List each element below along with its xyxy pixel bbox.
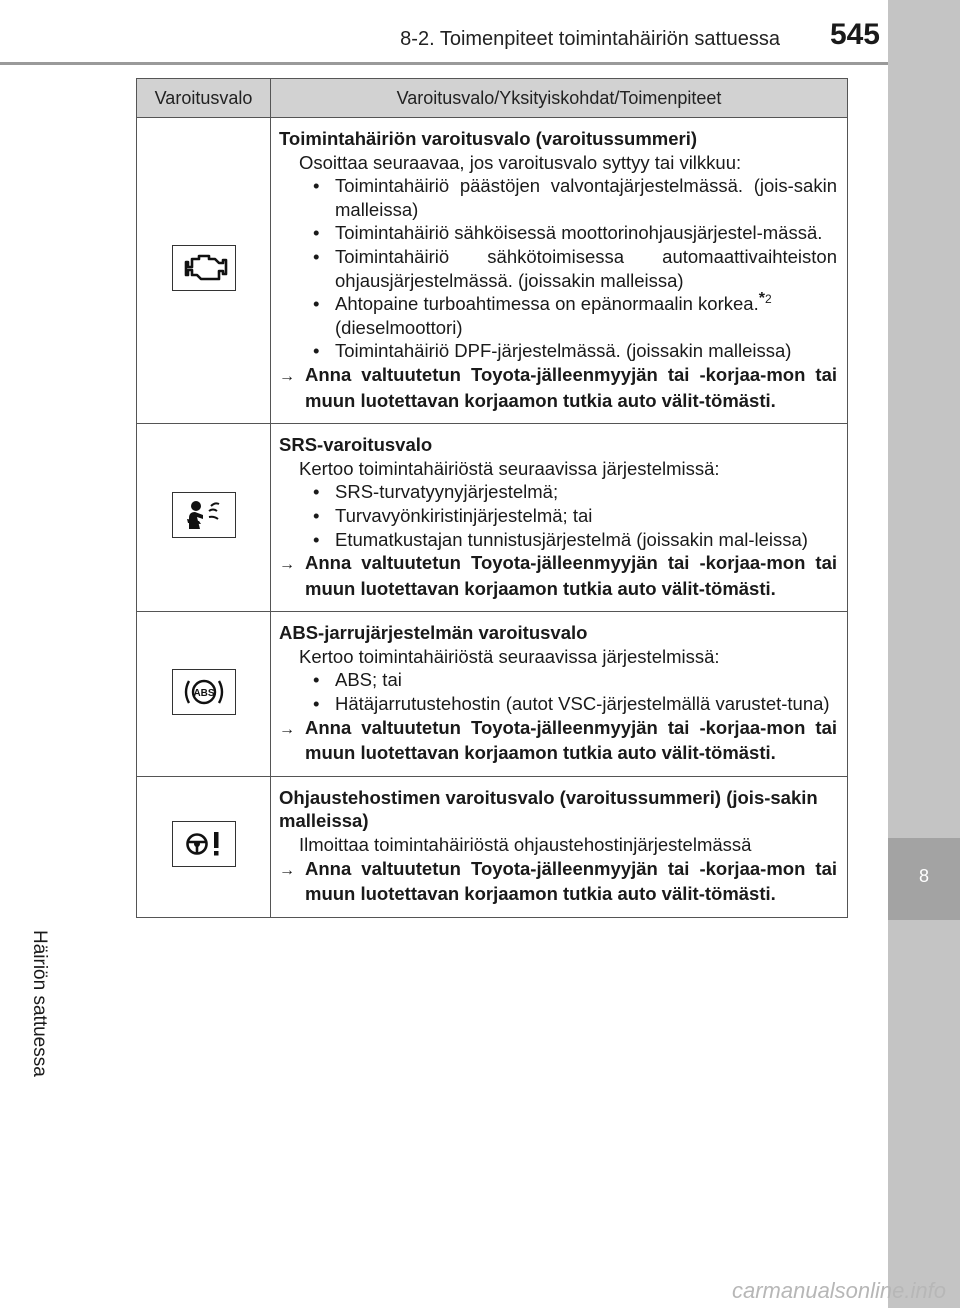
icon-cell — [137, 118, 271, 424]
table-header-row — [137, 79, 848, 118]
table-row — [137, 612, 848, 777]
watermark: carmanualsonline.info — [731, 1278, 946, 1303]
chapter-number: 8 — [918, 866, 929, 886]
arrow-icon: → — [279, 367, 295, 385]
table-row — [137, 118, 848, 424]
list-item: • SRS-turvatyynyjärjestelmä; — [313, 481, 559, 503]
list-item: • Toimintahäiriö sähköisessä moottorinohjausjärjestel-mässä. — [313, 222, 823, 244]
action-instruction: → Anna valtuutetun Toyota-jälleenmyyjän tai -korjaa-mon tai muun luotettavan korjaamon tutkia auto välit-tömästi. — [279, 857, 837, 905]
page-header — [0, 0, 888, 65]
warning-description: Kertoo toimintahäiriöstä seuraavissa järjestelmissä: — [299, 457, 720, 479]
details-cell — [271, 612, 848, 777]
arrow-icon: → — [279, 861, 295, 879]
warning-title: Ohjaustehostimen varoitusvalo (varoitussummeri) (jois-sakin malleissa) — [279, 786, 818, 832]
page-number: 545 — [829, 18, 880, 51]
icon-cell — [137, 776, 271, 917]
column-header-details: Varoitusvalo/Yksityiskohdat/Toimenpiteet — [271, 79, 848, 118]
engine-check-icon — [172, 245, 236, 291]
chapter-number-box — [888, 838, 960, 920]
table-row — [137, 776, 848, 917]
warning-description: Kertoo toimintahäiriöstä seuraavissa järjestelmissä: — [299, 645, 720, 667]
list-item: • Toimintahäiriö päästöjen valvontajärjestelmässä. (jois-sakin malleissa) — [313, 175, 837, 220]
table-row — [137, 424, 848, 612]
srs-airbag-icon — [172, 492, 236, 538]
list-item: • Toimintahäiriö sähkötoimisessa automaattivaihteiston ohjausjärjestelmässä. (joissakin malleissa) — [313, 245, 837, 291]
power-steering-warning-icon — [172, 821, 236, 867]
action-instruction: → Anna valtuutetun Toyota-jälleenmyyjän tai -korjaa-mon tai muun luotettavan korjaamon tutkia auto välit-tömästi. — [279, 363, 837, 411]
details-cell — [271, 424, 848, 612]
column-header-warning-light: Varoitusvalo — [137, 79, 271, 118]
chapter-label: Häiriön sattuessa — [29, 930, 50, 1077]
list-item: • Turvavyönkiristinjärjestelmä; tai — [313, 504, 593, 526]
chapter-side-tab — [888, 0, 960, 1308]
details-cell — [271, 776, 848, 917]
warning-description: Osoittaa seuraavaa, jos varoitusvalo syttyy tai vilkkuu: — [299, 151, 742, 173]
list-item: • Etumatkustajan tunnistusjärjestelmä (joissakin mal-leissa) — [313, 528, 808, 550]
list-item: • Ahtopaine turboahtimessa on epänormaalin korkea.$^{*2}$ (dieselmoottori) — [313, 290, 772, 338]
section-title: 8-2. Toimenpiteet toimintahäiriön sattuessa — [400, 28, 780, 50]
icon-cell — [137, 612, 271, 777]
warning-lights-table — [136, 78, 848, 918]
warning-title: Toimintahäiriön varoitusvalo (varoitussummeri) — [279, 128, 698, 149]
arrow-icon: → — [279, 556, 295, 574]
warning-description: Ilmoittaa toimintahäiriöstä ohjaustehostinjärjestelmässä — [299, 834, 752, 856]
action-instruction: → Anna valtuutetun Toyota-jälleenmyyjän tai -korjaa-mon tai muun luotettavan korjaamon tutkia auto välit-tömästi. — [279, 716, 837, 764]
icon-cell — [137, 424, 271, 612]
warning-title: ABS-jarrujärjestelmän varoitusvalo — [279, 622, 588, 644]
warning-title: SRS-varoitusvalo — [279, 434, 433, 456]
svg-text:ABS: ABS — [192, 687, 215, 699]
abs-warning-icon — [172, 669, 236, 715]
list-item: • Hätäjarrutustehostin (autot VSC-järjestelmällä varustet-tuna) — [313, 693, 830, 715]
arrow-icon: → — [279, 720, 295, 738]
footnote-number: 2 — [764, 292, 772, 306]
details-cell — [271, 118, 848, 424]
list-item: • ABS; tai — [313, 669, 402, 691]
list-item: • Toimintahäiriö DPF-järjestelmässä. (joissakin malleissa) — [313, 340, 792, 362]
footnote-star: * — [758, 290, 765, 307]
action-instruction: → Anna valtuutetun Toyota-jälleenmyyjän tai -korjaa-mon tai muun luotettavan korjaamon tutkia auto välit-tömästi. — [279, 552, 837, 599]
list-item-continuation: (dieselmoottori) — [335, 316, 463, 338]
